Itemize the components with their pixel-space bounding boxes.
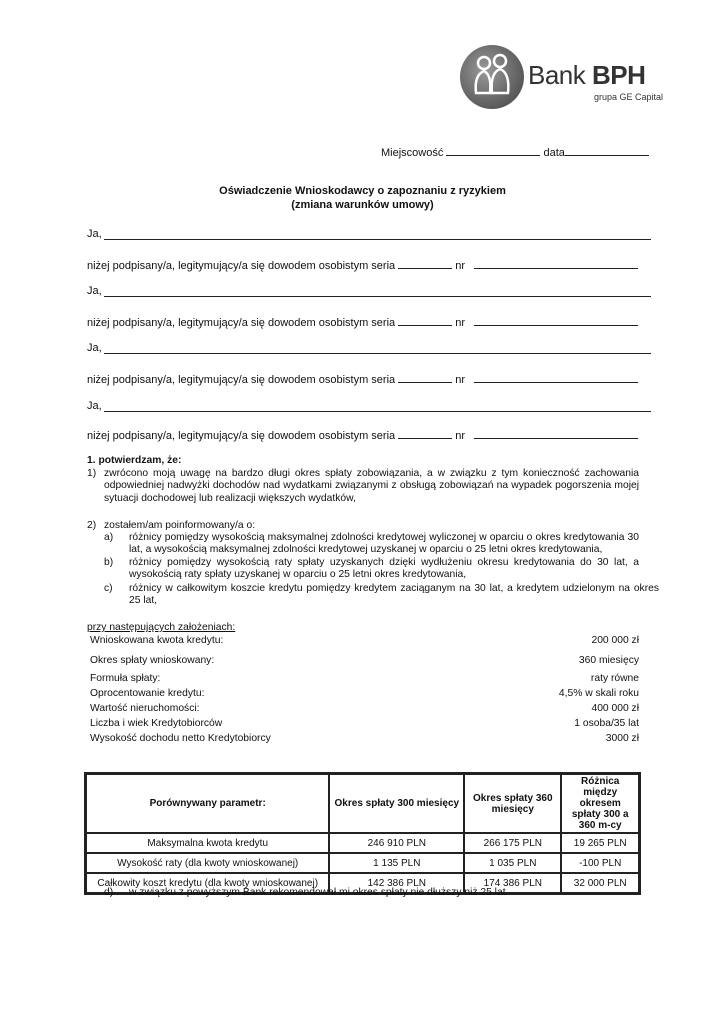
item-1-text: zwrócono moją uwagę na bardzo długi okres spłaty zobowiązania, a w związku z tym konieczność zachowania odpowiedniej nadwyżki dochodów nad wydatkami związanymi z obsługą zobowiązań na wypadek pogorszenia mojej sytuacji dochodowej lub realizacji większych wydatków, [104, 468, 639, 504]
table-cell: 142 386 PLN [329, 873, 464, 893]
declarant-1-name-row [87, 228, 102, 240]
assumption-value: 4,5% w skali roku [558, 688, 639, 699]
table-cell: 246 910 PLN [329, 833, 464, 853]
ja-label: Ja, [87, 400, 102, 412]
assumption-value: 200 000 zł [591, 635, 639, 646]
assumption-label: Wnioskowana kwota kredytu: [90, 635, 224, 646]
nr-label: nr [455, 260, 466, 272]
declarant-2-id-row [87, 314, 638, 329]
table-cell: 1 135 PLN [329, 853, 464, 873]
item-d-letter: d) [104, 887, 114, 898]
id-text: niżej podpisany/a, legitymujący/a się dowodem osobistym seria [87, 260, 396, 272]
declarant-1-name-field[interactable] [104, 239, 651, 240]
table-cell: 266 175 PLN [464, 833, 561, 853]
item-2-number: 2) [87, 520, 97, 531]
table-header-cell: Porównywany parametr: [86, 774, 329, 833]
nr-label: nr [455, 317, 466, 329]
ja-label: Ja, [87, 285, 102, 297]
sub-item-a-text: różnicy pomiędzy wysokością maksymalnej zdolności kredytowej wyliczonej w oparciu o okres kredytowania 30 lat, a wysokością maksymalnej zdolności kredytowej uzyskanej w oparciu o 25 letni okres kredytowania, [129, 532, 639, 556]
table-header-row [86, 774, 639, 833]
assumption-value: 1 osoba/35 lat [574, 718, 639, 729]
assumption-value: 3000 zł [605, 733, 639, 744]
table-cell: Maksymalna kwota kredytu [86, 833, 329, 853]
assumption-value: 400 000 zł [591, 703, 639, 714]
table-cell: 32 000 PLN [561, 873, 639, 893]
table-row [86, 853, 639, 873]
assumption-label: Formuła spłaty: [90, 673, 161, 684]
item-d-text: w związku z powyższym Bank rekomendował mi okres spłaty nie dłuższy niż 25 lat. [129, 887, 509, 898]
table-cell: 174 386 PLN [464, 873, 561, 893]
id-number-field[interactable] [474, 314, 638, 326]
bank-logo-icon [460, 45, 524, 109]
item-1-number: 1) [87, 468, 97, 479]
nr-label: nr [455, 374, 466, 386]
assumption-label: Wysokość dochodu netto Kredytobiorcy [90, 733, 271, 744]
sub-item-c-text: różnicy w całkowitym koszcie kredytu pomiędzy kredytem zaciąganym na 30 lat, a kredytem udzielonym na okres 25 lat, [129, 583, 659, 607]
logo-figures-icon [460, 45, 524, 109]
sub-item-a-letter: a) [104, 532, 114, 543]
logo-brand-bold: BPH [592, 60, 646, 90]
date-field[interactable] [565, 144, 649, 156]
table-header-cell: Różnica między okresem spłaty 300 a 360 m-cy [561, 774, 639, 833]
id-series-field[interactable] [398, 371, 452, 383]
title-line-1: Oświadczenie Wnioskodawcy o zapoznaniu z ryzykiem [219, 185, 506, 197]
logo-brand-light: Bank [528, 60, 586, 90]
title-line-2: (zmiana warunków umowy) [291, 199, 434, 211]
declarant-4-id-row [87, 427, 638, 442]
document-title [0, 184, 725, 212]
sub-item-c-letter: c) [104, 583, 113, 594]
table-cell: 1 035 PLN [464, 853, 561, 873]
place-field[interactable] [446, 144, 540, 156]
id-number-field[interactable] [474, 257, 638, 269]
table-row [86, 833, 639, 853]
sub-item-b-letter: b) [104, 557, 114, 568]
place-date-row [381, 144, 649, 159]
id-text: niżej podpisany/a, legitymujący/a się dowodem osobistym seria [87, 317, 396, 329]
sub-item-b-text: różnicy pomiędzy wysokością raty spłaty uzyskanych dzięki wydłużeniu okresu kredytowania do 30 lat, a wysokością raty spłaty uzyskanej w oparciu o 25 letni okres kredytowania, [129, 557, 639, 581]
declarant-4-name-row [87, 400, 102, 412]
id-text: niżej podpisany/a, legitymujący/a się dowodem osobistym seria [87, 430, 396, 442]
logo-brand [528, 60, 645, 91]
place-label: Miejscowość [381, 147, 444, 159]
id-series-field[interactable] [398, 257, 452, 269]
id-series-field[interactable] [398, 427, 452, 439]
declarant-3-name-row [87, 342, 102, 354]
table-cell: Całkowity koszt kredytu (dla kwoty wnioskowanej) [86, 873, 329, 893]
assumptions-heading: przy następujących założeniach: [87, 622, 236, 633]
table-cell: Wysokość raty (dla kwoty wnioskowanej) [86, 853, 329, 873]
id-text: niżej podpisany/a, legitymujący/a się dowodem osobistym seria [87, 374, 396, 386]
section-1-heading: 1. potwierdzam, że: [87, 455, 182, 466]
assumption-value: raty równe [590, 673, 639, 684]
declarant-3-id-row [87, 371, 638, 386]
declarant-3-name-field[interactable] [104, 353, 651, 354]
declarant-2-name-field[interactable] [104, 296, 651, 297]
table-cell: 19 265 PLN [561, 833, 639, 853]
assumption-label: Oprocentowanie kredytu: [90, 688, 205, 699]
table-header-cell: Okres spłaty 360 miesięcy [464, 774, 561, 833]
table-cell: -100 PLN [561, 853, 639, 873]
declarant-4-name-field[interactable] [104, 411, 651, 412]
assumption-label: Okres spłaty wnioskowany: [90, 655, 215, 666]
logo-tagline: grupa GE Capital [594, 92, 664, 102]
table-header-cell: Okres spłaty 300 miesięcy [329, 774, 464, 833]
ja-label: Ja, [87, 342, 102, 354]
id-number-field[interactable] [474, 427, 638, 439]
comparison-table [84, 772, 641, 895]
declarant-2-name-row [87, 285, 102, 297]
id-series-field[interactable] [398, 314, 452, 326]
item-2-text: zostałem/am poinformowany/a o: [104, 520, 256, 531]
id-number-field[interactable] [474, 371, 638, 383]
nr-label: nr [455, 430, 466, 442]
assumption-label: Wartość nieruchomości: [90, 703, 200, 714]
date-label: data [543, 147, 565, 159]
ja-label: Ja, [87, 228, 102, 240]
declarant-1-id-row [87, 257, 638, 272]
assumption-label: Liczba i wiek Kredytobiorców [90, 718, 223, 729]
assumption-value: 360 miesięcy [578, 655, 639, 666]
